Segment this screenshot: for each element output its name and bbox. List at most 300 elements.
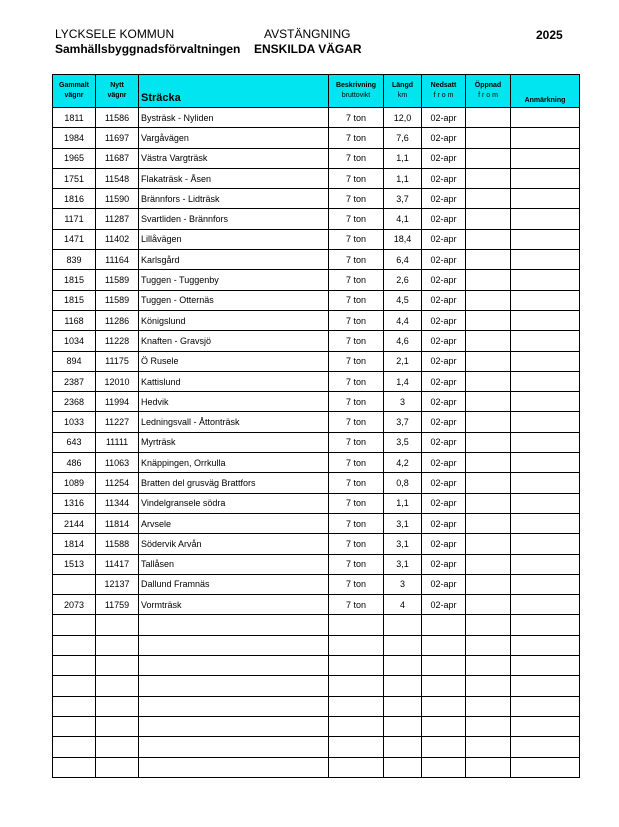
- cell-langd: [384, 716, 422, 736]
- cell-stracka: Västra Vargträsk: [139, 148, 329, 168]
- cell-nytt: 11589: [96, 290, 139, 310]
- cell-stracka: Bratten del grusväg Brattfors: [139, 473, 329, 493]
- table-row: [53, 209, 580, 229]
- table-row: [53, 189, 580, 209]
- cell-langd: 4,4: [384, 310, 422, 330]
- empty-row: [53, 676, 580, 696]
- table-row: [53, 513, 580, 533]
- cell-nytt: 11588: [96, 534, 139, 554]
- cell-stracka: [139, 635, 329, 655]
- cell-gammalt: 1513: [53, 554, 96, 574]
- col-header-nedsatt: Nedsatt f r o m: [422, 75, 466, 108]
- cell-beskrivning: [329, 757, 384, 777]
- cell-anmarkning: [511, 412, 580, 432]
- cell-nytt: 11111: [96, 432, 139, 452]
- cell-nedsatt: 02-apr: [422, 534, 466, 554]
- cell-anmarkning: [511, 331, 580, 351]
- cell-nytt: 11994: [96, 392, 139, 412]
- cell-nytt: 12010: [96, 371, 139, 391]
- cell-anmarkning: [511, 635, 580, 655]
- cell-langd: 4,2: [384, 453, 422, 473]
- cell-stracka: Tuggen - Otternäs: [139, 290, 329, 310]
- table-row: [53, 331, 580, 351]
- cell-nedsatt: 02-apr: [422, 168, 466, 188]
- cell-stracka: Lillåvägen: [139, 229, 329, 249]
- cell-nedsatt: 02-apr: [422, 392, 466, 412]
- cell-nytt: 11063: [96, 453, 139, 473]
- cell-beskrivning: 7 ton: [329, 493, 384, 513]
- cell-beskrivning: 7 ton: [329, 148, 384, 168]
- cell-gammalt: [53, 716, 96, 736]
- cell-nedsatt: 02-apr: [422, 574, 466, 594]
- cell-nedsatt: [422, 757, 466, 777]
- cell-nedsatt: 02-apr: [422, 128, 466, 148]
- cell-gammalt: 1034: [53, 331, 96, 351]
- cell-beskrivning: 7 ton: [329, 310, 384, 330]
- col-header-langd: Längd km: [384, 75, 422, 108]
- cell-beskrivning: 7 ton: [329, 270, 384, 290]
- cell-gammalt: 2144: [53, 513, 96, 533]
- cell-beskrivning: 7 ton: [329, 189, 384, 209]
- cell-stracka: Knäppingen, Orrkulla: [139, 453, 329, 473]
- cell-langd: 12,0: [384, 108, 422, 128]
- cell-nytt: 11164: [96, 250, 139, 270]
- table-row: [53, 351, 580, 371]
- cell-oppnad: [466, 554, 511, 574]
- org-name: LYCKSELE KOMMUN: [55, 27, 175, 41]
- cell-oppnad: [466, 757, 511, 777]
- cell-langd: 3: [384, 392, 422, 412]
- cell-oppnad: [466, 412, 511, 432]
- cell-gammalt: 1471: [53, 229, 96, 249]
- cell-nedsatt: 02-apr: [422, 209, 466, 229]
- table-row: [53, 595, 580, 615]
- cell-langd: 4,6: [384, 331, 422, 351]
- cell-anmarkning: [511, 757, 580, 777]
- cell-langd: 1,1: [384, 493, 422, 513]
- cell-gammalt: 1089: [53, 473, 96, 493]
- cell-nytt: [96, 676, 139, 696]
- cell-stracka: [139, 716, 329, 736]
- cell-beskrivning: 7 ton: [329, 290, 384, 310]
- cell-nytt: 11759: [96, 595, 139, 615]
- cell-oppnad: [466, 148, 511, 168]
- cell-stracka: Vindelgransele södra: [139, 493, 329, 513]
- cell-langd: 1,1: [384, 148, 422, 168]
- col-header-nytt: Nytt vägnr: [96, 75, 139, 108]
- cell-oppnad: [466, 676, 511, 696]
- cell-nytt: [96, 737, 139, 757]
- cell-nytt: 11548: [96, 168, 139, 188]
- cell-stracka: Vargåvägen: [139, 128, 329, 148]
- doc-year: 2025: [536, 28, 563, 42]
- cell-nytt: [96, 615, 139, 635]
- table-row: [53, 128, 580, 148]
- doc-title: AVSTÄNGNING: [264, 27, 351, 41]
- cell-gammalt: 486: [53, 453, 96, 473]
- road-closure-table: [52, 74, 580, 778]
- table-row: [53, 229, 580, 249]
- cell-langd: [384, 635, 422, 655]
- cell-stracka: Bysträsk - Nyliden: [139, 108, 329, 128]
- cell-stracka: Tuggen - Tuggenby: [139, 270, 329, 290]
- cell-anmarkning: [511, 168, 580, 188]
- cell-nedsatt: [422, 635, 466, 655]
- cell-oppnad: [466, 392, 511, 412]
- cell-nytt: 11228: [96, 331, 139, 351]
- cell-oppnad: [466, 189, 511, 209]
- cell-oppnad: [466, 432, 511, 452]
- cell-beskrivning: 7 ton: [329, 108, 384, 128]
- cell-langd: 2,1: [384, 351, 422, 371]
- cell-gammalt: 1984: [53, 128, 96, 148]
- cell-oppnad: [466, 290, 511, 310]
- cell-nedsatt: 02-apr: [422, 473, 466, 493]
- cell-nedsatt: [422, 716, 466, 736]
- cell-oppnad: [466, 371, 511, 391]
- table-row: [53, 392, 580, 412]
- doc-subtitle: ENSKILDA VÄGAR: [254, 42, 362, 56]
- cell-oppnad: [466, 351, 511, 371]
- cell-nedsatt: 02-apr: [422, 310, 466, 330]
- cell-nytt: [96, 696, 139, 716]
- cell-gammalt: [53, 676, 96, 696]
- cell-oppnad: [466, 209, 511, 229]
- cell-beskrivning: 7 ton: [329, 331, 384, 351]
- cell-beskrivning: 7 ton: [329, 453, 384, 473]
- cell-anmarkning: [511, 270, 580, 290]
- cell-nedsatt: 02-apr: [422, 250, 466, 270]
- cell-langd: 3: [384, 574, 422, 594]
- cell-gammalt: [53, 757, 96, 777]
- cell-anmarkning: [511, 716, 580, 736]
- cell-oppnad: [466, 737, 511, 757]
- cell-anmarkning: [511, 432, 580, 452]
- cell-oppnad: [466, 574, 511, 594]
- cell-langd: 4: [384, 595, 422, 615]
- cell-langd: [384, 737, 422, 757]
- cell-stracka: Königslund: [139, 310, 329, 330]
- table-row: [53, 250, 580, 270]
- empty-row: [53, 615, 580, 635]
- cell-gammalt: 1816: [53, 189, 96, 209]
- empty-row: [53, 656, 580, 676]
- cell-stracka: Ledningsvall - Åttonträsk: [139, 412, 329, 432]
- col-header-beskrivning: Beskrivning bruttovikt: [329, 75, 384, 108]
- cell-stracka: Arvsele: [139, 513, 329, 533]
- cell-nytt: 11590: [96, 189, 139, 209]
- cell-stracka: [139, 696, 329, 716]
- cell-nytt: 11589: [96, 270, 139, 290]
- cell-gammalt: 643: [53, 432, 96, 452]
- table-row: [53, 310, 580, 330]
- table-row: [53, 290, 580, 310]
- cell-gammalt: 839: [53, 250, 96, 270]
- cell-gammalt: 1815: [53, 290, 96, 310]
- cell-nytt: 11417: [96, 554, 139, 574]
- cell-beskrivning: [329, 696, 384, 716]
- col-header-oppnad: Öppnad f r o m: [466, 75, 511, 108]
- cell-gammalt: [53, 656, 96, 676]
- cell-beskrivning: 7 ton: [329, 534, 384, 554]
- cell-stracka: [139, 757, 329, 777]
- cell-gammalt: 1965: [53, 148, 96, 168]
- cell-stracka: [139, 656, 329, 676]
- table-row: [53, 534, 580, 554]
- cell-beskrivning: [329, 676, 384, 696]
- cell-oppnad: [466, 128, 511, 148]
- cell-beskrivning: 7 ton: [329, 412, 384, 432]
- cell-langd: 3,1: [384, 534, 422, 554]
- cell-nedsatt: 02-apr: [422, 290, 466, 310]
- cell-nedsatt: 02-apr: [422, 513, 466, 533]
- cell-nytt: [96, 716, 139, 736]
- table-row: [53, 493, 580, 513]
- cell-gammalt: 2368: [53, 392, 96, 412]
- cell-oppnad: [466, 331, 511, 351]
- cell-oppnad: [466, 229, 511, 249]
- cell-langd: [384, 656, 422, 676]
- cell-nytt: 12137: [96, 574, 139, 594]
- cell-anmarkning: [511, 189, 580, 209]
- cell-nytt: 11402: [96, 229, 139, 249]
- cell-beskrivning: 7 ton: [329, 209, 384, 229]
- cell-nedsatt: 02-apr: [422, 595, 466, 615]
- cell-nedsatt: 02-apr: [422, 493, 466, 513]
- cell-oppnad: [466, 493, 511, 513]
- cell-nedsatt: 02-apr: [422, 229, 466, 249]
- cell-oppnad: [466, 656, 511, 676]
- cell-anmarkning: [511, 696, 580, 716]
- cell-stracka: Myrträsk: [139, 432, 329, 452]
- cell-nytt: [96, 635, 139, 655]
- cell-nytt: 11697: [96, 128, 139, 148]
- cell-nytt: 11814: [96, 513, 139, 533]
- cell-gammalt: [53, 635, 96, 655]
- cell-nedsatt: 02-apr: [422, 148, 466, 168]
- cell-langd: 0,8: [384, 473, 422, 493]
- table-row: [53, 371, 580, 391]
- cell-anmarkning: [511, 453, 580, 473]
- cell-gammalt: 1751: [53, 168, 96, 188]
- cell-anmarkning: [511, 493, 580, 513]
- cell-anmarkning: [511, 676, 580, 696]
- cell-langd: 4,5: [384, 290, 422, 310]
- cell-beskrivning: [329, 615, 384, 635]
- cell-langd: [384, 615, 422, 635]
- cell-nedsatt: 02-apr: [422, 554, 466, 574]
- cell-oppnad: [466, 615, 511, 635]
- cell-beskrivning: 7 ton: [329, 351, 384, 371]
- cell-nedsatt: [422, 656, 466, 676]
- table-header-row: [53, 75, 580, 108]
- cell-langd: 3,7: [384, 412, 422, 432]
- cell-oppnad: [466, 310, 511, 330]
- cell-gammalt: 1033: [53, 412, 96, 432]
- col-header-anmarkning: Anmärkning: [511, 75, 580, 108]
- empty-row: [53, 737, 580, 757]
- cell-beskrivning: 7 ton: [329, 513, 384, 533]
- cell-nedsatt: [422, 737, 466, 757]
- cell-nytt: 11344: [96, 493, 139, 513]
- table-row: [53, 168, 580, 188]
- cell-gammalt: 1168: [53, 310, 96, 330]
- cell-anmarkning: [511, 128, 580, 148]
- cell-langd: [384, 676, 422, 696]
- cell-anmarkning: [511, 290, 580, 310]
- cell-beskrivning: 7 ton: [329, 128, 384, 148]
- cell-beskrivning: [329, 716, 384, 736]
- cell-beskrivning: [329, 635, 384, 655]
- cell-nytt: 11227: [96, 412, 139, 432]
- empty-row: [53, 635, 580, 655]
- cell-beskrivning: 7 ton: [329, 473, 384, 493]
- cell-nedsatt: 02-apr: [422, 412, 466, 432]
- cell-anmarkning: [511, 351, 580, 371]
- cell-langd: 6,4: [384, 250, 422, 270]
- table-row: [53, 432, 580, 452]
- cell-nedsatt: 02-apr: [422, 371, 466, 391]
- table-row: [53, 453, 580, 473]
- cell-anmarkning: [511, 371, 580, 391]
- cell-beskrivning: [329, 656, 384, 676]
- cell-nedsatt: 02-apr: [422, 108, 466, 128]
- cell-nytt: 11175: [96, 351, 139, 371]
- cell-stracka: Vormträsk: [139, 595, 329, 615]
- cell-stracka: Karlsgård: [139, 250, 329, 270]
- cell-oppnad: [466, 716, 511, 736]
- cell-gammalt: 2387: [53, 371, 96, 391]
- cell-beskrivning: 7 ton: [329, 250, 384, 270]
- cell-nytt: 11287: [96, 209, 139, 229]
- cell-anmarkning: [511, 392, 580, 412]
- cell-nytt: 11254: [96, 473, 139, 493]
- cell-langd: 4,1: [384, 209, 422, 229]
- table-row: [53, 270, 580, 290]
- cell-nedsatt: 02-apr: [422, 351, 466, 371]
- cell-beskrivning: 7 ton: [329, 432, 384, 452]
- cell-nytt: [96, 656, 139, 676]
- cell-stracka: Ö Rusele: [139, 351, 329, 371]
- cell-langd: 7,6: [384, 128, 422, 148]
- cell-gammalt: 1815: [53, 270, 96, 290]
- cell-nedsatt: 02-apr: [422, 189, 466, 209]
- cell-beskrivning: 7 ton: [329, 595, 384, 615]
- cell-anmarkning: [511, 310, 580, 330]
- table-row: [53, 148, 580, 168]
- cell-langd: 2,6: [384, 270, 422, 290]
- cell-langd: 3,1: [384, 554, 422, 574]
- cell-nedsatt: [422, 696, 466, 716]
- cell-langd: 1,4: [384, 371, 422, 391]
- cell-gammalt: 1171: [53, 209, 96, 229]
- cell-anmarkning: [511, 513, 580, 533]
- cell-beskrivning: 7 ton: [329, 554, 384, 574]
- cell-anmarkning: [511, 534, 580, 554]
- cell-oppnad: [466, 168, 511, 188]
- cell-oppnad: [466, 534, 511, 554]
- cell-stracka: Flakaträsk - Åsen: [139, 168, 329, 188]
- cell-oppnad: [466, 696, 511, 716]
- empty-row: [53, 757, 580, 777]
- cell-gammalt: 2073: [53, 595, 96, 615]
- cell-nytt: 11586: [96, 108, 139, 128]
- cell-oppnad: [466, 250, 511, 270]
- cell-gammalt: 1316: [53, 493, 96, 513]
- cell-nedsatt: 02-apr: [422, 270, 466, 290]
- cell-gammalt: [53, 574, 96, 594]
- cell-anmarkning: [511, 229, 580, 249]
- cell-stracka: Tallåsen: [139, 554, 329, 574]
- cell-beskrivning: 7 ton: [329, 574, 384, 594]
- cell-anmarkning: [511, 615, 580, 635]
- cell-langd: 3,7: [384, 189, 422, 209]
- col-header-stracka: Sträcka: [139, 75, 329, 108]
- cell-nedsatt: [422, 615, 466, 635]
- cell-anmarkning: [511, 209, 580, 229]
- cell-gammalt: [53, 696, 96, 716]
- cell-langd: [384, 696, 422, 716]
- cell-oppnad: [466, 270, 511, 290]
- cell-beskrivning: 7 ton: [329, 392, 384, 412]
- cell-nedsatt: 02-apr: [422, 432, 466, 452]
- cell-stracka: [139, 676, 329, 696]
- col-header-gammalt: Gammalt vägnr: [53, 75, 96, 108]
- cell-nedsatt: 02-apr: [422, 331, 466, 351]
- cell-oppnad: [466, 108, 511, 128]
- cell-anmarkning: [511, 148, 580, 168]
- cell-stracka: [139, 737, 329, 757]
- cell-beskrivning: 7 ton: [329, 371, 384, 391]
- cell-gammalt: 894: [53, 351, 96, 371]
- cell-stracka: Södervik Arvån: [139, 534, 329, 554]
- org-department: Samhällsbyggnadsförvaltningen: [55, 42, 241, 56]
- table-row: [53, 554, 580, 574]
- cell-gammalt: 1814: [53, 534, 96, 554]
- cell-beskrivning: [329, 737, 384, 757]
- cell-nytt: 11687: [96, 148, 139, 168]
- table-row: [53, 473, 580, 493]
- cell-oppnad: [466, 453, 511, 473]
- cell-stracka: Kattislund: [139, 371, 329, 391]
- cell-anmarkning: [511, 574, 580, 594]
- empty-row: [53, 696, 580, 716]
- cell-anmarkning: [511, 108, 580, 128]
- cell-nytt: [96, 757, 139, 777]
- cell-oppnad: [466, 595, 511, 615]
- cell-nedsatt: 02-apr: [422, 453, 466, 473]
- table-row: [53, 108, 580, 128]
- cell-stracka: Dallund Framnäs: [139, 574, 329, 594]
- cell-anmarkning: [511, 656, 580, 676]
- cell-anmarkning: [511, 473, 580, 493]
- cell-langd: 3,1: [384, 513, 422, 533]
- cell-anmarkning: [511, 554, 580, 574]
- cell-stracka: Hedvik: [139, 392, 329, 412]
- cell-beskrivning: 7 ton: [329, 168, 384, 188]
- cell-langd: [384, 757, 422, 777]
- cell-stracka: Brännfors - Lidträsk: [139, 189, 329, 209]
- cell-anmarkning: [511, 737, 580, 757]
- cell-gammalt: 1811: [53, 108, 96, 128]
- cell-oppnad: [466, 513, 511, 533]
- cell-langd: 1,1: [384, 168, 422, 188]
- cell-stracka: Knaften - Gravsjö: [139, 331, 329, 351]
- cell-nytt: 11286: [96, 310, 139, 330]
- cell-langd: 3,5: [384, 432, 422, 452]
- cell-stracka: [139, 615, 329, 635]
- cell-gammalt: [53, 615, 96, 635]
